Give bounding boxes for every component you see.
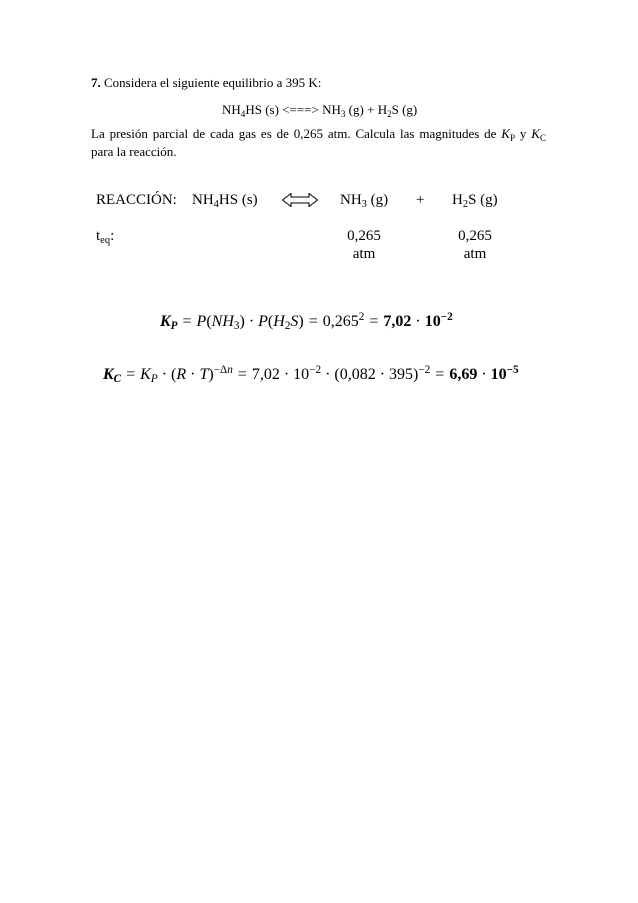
table-product2-rest: S (g): [468, 192, 498, 208]
multiply-dot: ·: [248, 313, 255, 330]
pressure-value: 0,265: [322, 313, 359, 330]
kp-result-mantissa: 7,02: [383, 313, 412, 330]
multiply-dot: ·: [415, 313, 421, 330]
equals-sign: =: [369, 313, 379, 330]
multiply-dot: ·: [283, 366, 290, 383]
kp-value-exponent: −2: [309, 363, 322, 376]
equals-sign: =: [182, 313, 192, 330]
nh3-equilibrium-cell: [329, 227, 399, 263]
h2s-formula-s: S: [290, 313, 299, 330]
kp-lhs-subscript: P: [170, 320, 178, 333]
open-paren: (: [267, 313, 274, 330]
nh3-pressure-unit: atm: [352, 246, 376, 262]
table-product1: [340, 191, 388, 209]
table-reactant-rest: HS (s): [218, 192, 258, 208]
question-text-end: [91, 144, 177, 160]
table-product1-state: (g): [370, 192, 389, 208]
rt-exponent: −2: [418, 363, 431, 376]
kc-result-exponent: −5: [506, 363, 519, 376]
pressure-exponent: 2: [358, 310, 365, 323]
problem-statement: [91, 75, 321, 91]
temperature-value: 395: [389, 366, 414, 383]
conjunction: y: [519, 126, 527, 141]
reaction-label: REACCIÓN:: [96, 192, 177, 208]
h2s-equilibrium-cell: [440, 227, 510, 263]
question-ending: para la reacción.: [91, 144, 177, 159]
kc-lhs-subscript: C: [113, 373, 122, 386]
equals-sign: =: [435, 366, 445, 383]
product1-formula: NH: [322, 102, 341, 117]
problem-intro: Considera el siguiente equilibrio a 395 K:: [104, 75, 322, 90]
multiply-dot: ·: [379, 366, 386, 383]
equilibrium-arrow: <===>: [282, 102, 319, 117]
kc-lhs-symbol: K: [103, 366, 114, 383]
question-text: [91, 126, 546, 142]
table-product1-formula: NH: [340, 192, 362, 208]
close-paren: ): [208, 366, 214, 383]
h2s-subscript: 2: [284, 320, 291, 333]
h2s-formula-h: H: [273, 313, 285, 330]
gas-constant-value: 0,082: [339, 366, 376, 383]
kc-result-mantissa: 6,69: [449, 366, 478, 383]
h2s-pressure-value: 0,265: [458, 228, 492, 244]
table-product2-subscript: 2: [462, 199, 469, 211]
table-product2-formula: H: [452, 192, 463, 208]
close-paren: ): [413, 366, 419, 383]
table-reactant: [192, 191, 258, 209]
equilibrium-row-label: [96, 227, 114, 245]
kp-lhs-symbol: K: [160, 313, 171, 330]
table-product1-subscript: 3: [361, 199, 367, 211]
multiply-dot: ·: [190, 366, 196, 383]
kc-symbol: K: [531, 126, 540, 141]
kc-result-base: 10: [490, 366, 507, 383]
close-paren: ): [239, 313, 245, 330]
kp-value-base: 10: [293, 366, 310, 383]
multiply-dot: ·: [161, 366, 168, 383]
kc-equation: [103, 365, 519, 385]
table-reactant-formula: NH: [192, 192, 214, 208]
product1-state: (g): [348, 102, 364, 117]
multiply-dot: ·: [481, 366, 487, 383]
reactant-formula: NH: [222, 102, 241, 117]
kp-symbol: K: [140, 366, 151, 383]
table-plus-sign: +: [416, 192, 425, 208]
equilibrium-equation: [222, 102, 417, 118]
pressure-symbol: P: [258, 313, 268, 330]
row-label-subscript: eq: [100, 235, 111, 247]
kc-subscript: C: [539, 132, 547, 143]
problem-number: 7.: [91, 75, 101, 90]
delta-n-exponent: [214, 364, 233, 376]
table-product2: [452, 191, 498, 209]
close-paren: ): [298, 313, 304, 330]
delta-n-prefix: −Δ: [213, 363, 228, 376]
equals-sign: =: [237, 366, 247, 383]
h2s-pressure-unit: atm: [463, 246, 487, 262]
product2-formula: H: [377, 102, 388, 117]
open-paren: (: [206, 313, 212, 330]
kp-value-mantissa: 7,02: [251, 366, 280, 383]
equals-sign: =: [308, 313, 318, 330]
product1-subscript: 3: [340, 108, 346, 119]
double-arrow-icon: [282, 193, 318, 207]
row-label-colon: :: [110, 228, 115, 244]
open-paren: (: [334, 366, 340, 383]
kp-subscript: P: [150, 373, 158, 386]
plus-sign: +: [367, 102, 375, 117]
product2-formula-rest: S (g): [391, 102, 418, 117]
kp-subscript: P: [509, 132, 516, 143]
temperature-symbol: T: [199, 366, 209, 383]
kp-symbol: K: [501, 126, 510, 141]
kp-equation: [160, 312, 453, 332]
equals-sign: =: [126, 366, 136, 383]
multiply-dot: ·: [325, 366, 331, 383]
kp-result-base: 10: [424, 313, 441, 330]
row-label-t: t: [96, 228, 101, 244]
gas-constant-symbol: R: [176, 366, 187, 383]
nh3-formula: NH: [211, 313, 234, 330]
product2-subscript: 2: [387, 108, 392, 119]
reactant-subscript: 4: [240, 108, 246, 119]
kp-result-exponent: −2: [440, 310, 453, 323]
nh3-subscript: 3: [233, 320, 240, 333]
question-body: La presión parcial de cada gas es de 0,265 atm. Calcula las magnitudes de: [91, 126, 497, 141]
nh3-pressure-value: 0,265: [347, 228, 381, 244]
pressure-symbol: P: [196, 313, 207, 330]
reactant-formula-rest: HS (s): [245, 102, 279, 117]
delta-n-variable: n: [227, 363, 233, 376]
open-paren: (: [171, 366, 177, 383]
table-reactant-subscript: 4: [213, 199, 219, 211]
